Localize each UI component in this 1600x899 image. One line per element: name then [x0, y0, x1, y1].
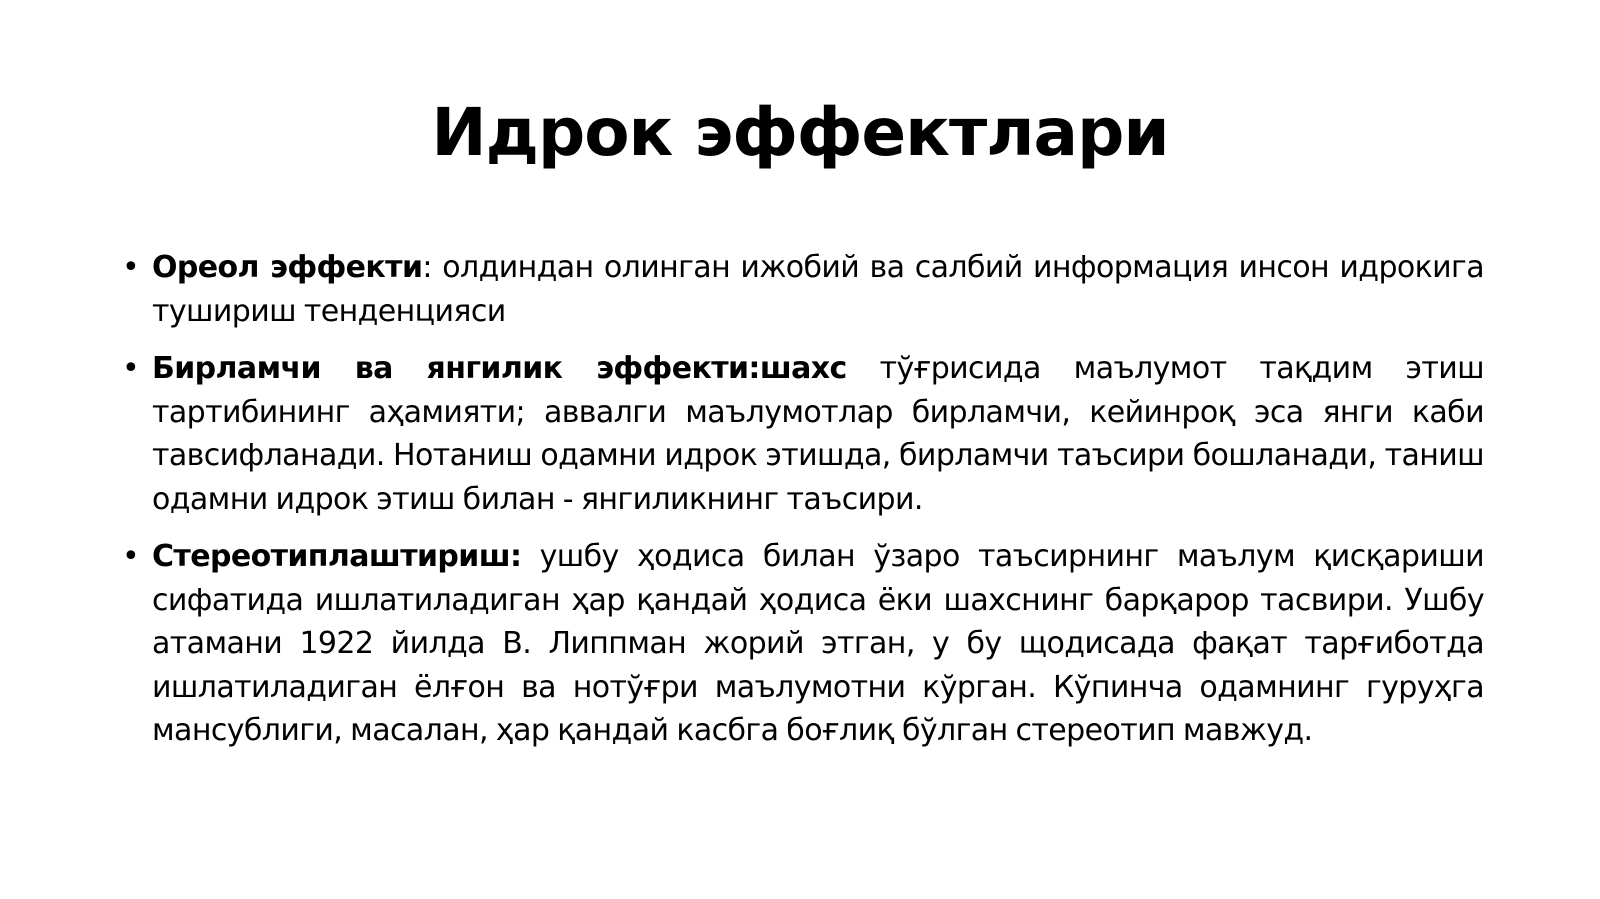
bullet-term: Бирламчи ва янгилик эффекти:шахс [152, 351, 847, 386]
bullet-text: ушбу ҳодиса билан ўзаро таъсирнинг маълум қисқариши сифатида ишлатиладиган ҳар қандай ҳодиса ёки шахснинг барқарор тасвири. Ушбу атамани 1922 йилда В. Липпман жорий этган, у бу щодисада фақат тарғиботда ишлатиладиган ёлғон ва нотўғри маълумотни кўрган. Кўпинча одамнинг гуруҳга мансублиги, масалан, ҳар қандай касбга боғлиқ бўлган стереотип мавжуд. [152, 539, 1484, 748]
bullet-text: тўғрисида маълумот тақдим этиш тартибининг аҳамияти; аввалги маълумотлар бирламчи, кейинроқ эса янги каби тавсифланади. Нотаниш одамни идрок этишда, бирламчи таъсири бошланади, таниш одамни идрок этиш билан - янгиликнинг таъсири. [152, 351, 1484, 517]
bullet-item-primacy-recency-effect [122, 347, 1484, 521]
slide-title: Идрок эффектлари [431, 94, 1169, 171]
bullet-item-halo-effect [122, 246, 1485, 333]
bullet-dot-icon: • [122, 539, 140, 574]
bullet-text: : олдиндан олинган ижобий ва салбий информация инсон идрокига тушириш тенденцияси [152, 250, 1485, 329]
bullet-dot-icon: • [122, 351, 140, 386]
bullet-term: Ореол эффекти [152, 250, 423, 285]
bullet-term: Стереотиплаштириш: [152, 539, 522, 574]
bullet-list [122, 246, 1485, 767]
bullet-item-stereotyping [122, 535, 1484, 753]
bullet-dot-icon: • [122, 250, 140, 285]
